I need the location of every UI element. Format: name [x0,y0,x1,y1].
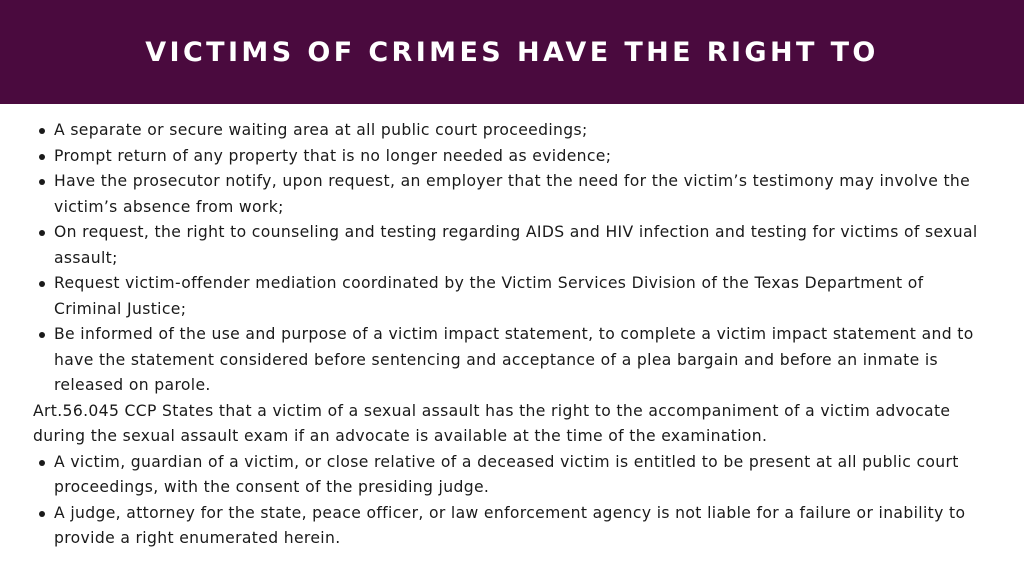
page-title: VICTIMS OF CRIMES HAVE THE RIGHT TO [145,36,879,68]
statute-paragraph: Art.56.045 CCP States that a victim of a sexual assault has the right to the accompaniment of a victim advocate during the sexual assault exam if an advocate is available at the time of the examination. [33,401,951,445]
rights-list [33,118,993,399]
list-item: Be informed of the use and purpose of a victim impact statement, to complete a victim impact statement and to have the statement considered before sentencing and acceptance of a plea bargain and before an inmate is released on parole. [33,322,993,399]
additional-rights-list [33,450,993,552]
list-item: A victim, guardian of a victim, or close relative of a deceased victim is entitled to be present at all public court proceedings, with the consent of the presiding judge. [33,450,993,501]
list-item: A judge, attorney for the state, peace officer, or law enforcement agency is not liable for a failure or inability to provide a right enumerated herein. [33,501,993,552]
list-item: Request victim-offender mediation coordinated by the Victim Services Division of the Texas Department of Criminal Justice; [33,271,993,322]
rights-content [33,118,993,552]
list-item: Have the prosecutor notify, upon request, an employer that the need for the victim’s testimony may involve the victim’s absence from work; [33,169,993,220]
list-item: A separate or secure waiting area at all public court proceedings; [33,118,993,144]
list-item: Prompt return of any property that is no longer needed as evidence; [33,144,993,170]
title-banner [0,0,1024,104]
list-item: On request, the right to counseling and testing regarding AIDS and HIV infection and testing for victims of sexual assault; [33,220,993,271]
